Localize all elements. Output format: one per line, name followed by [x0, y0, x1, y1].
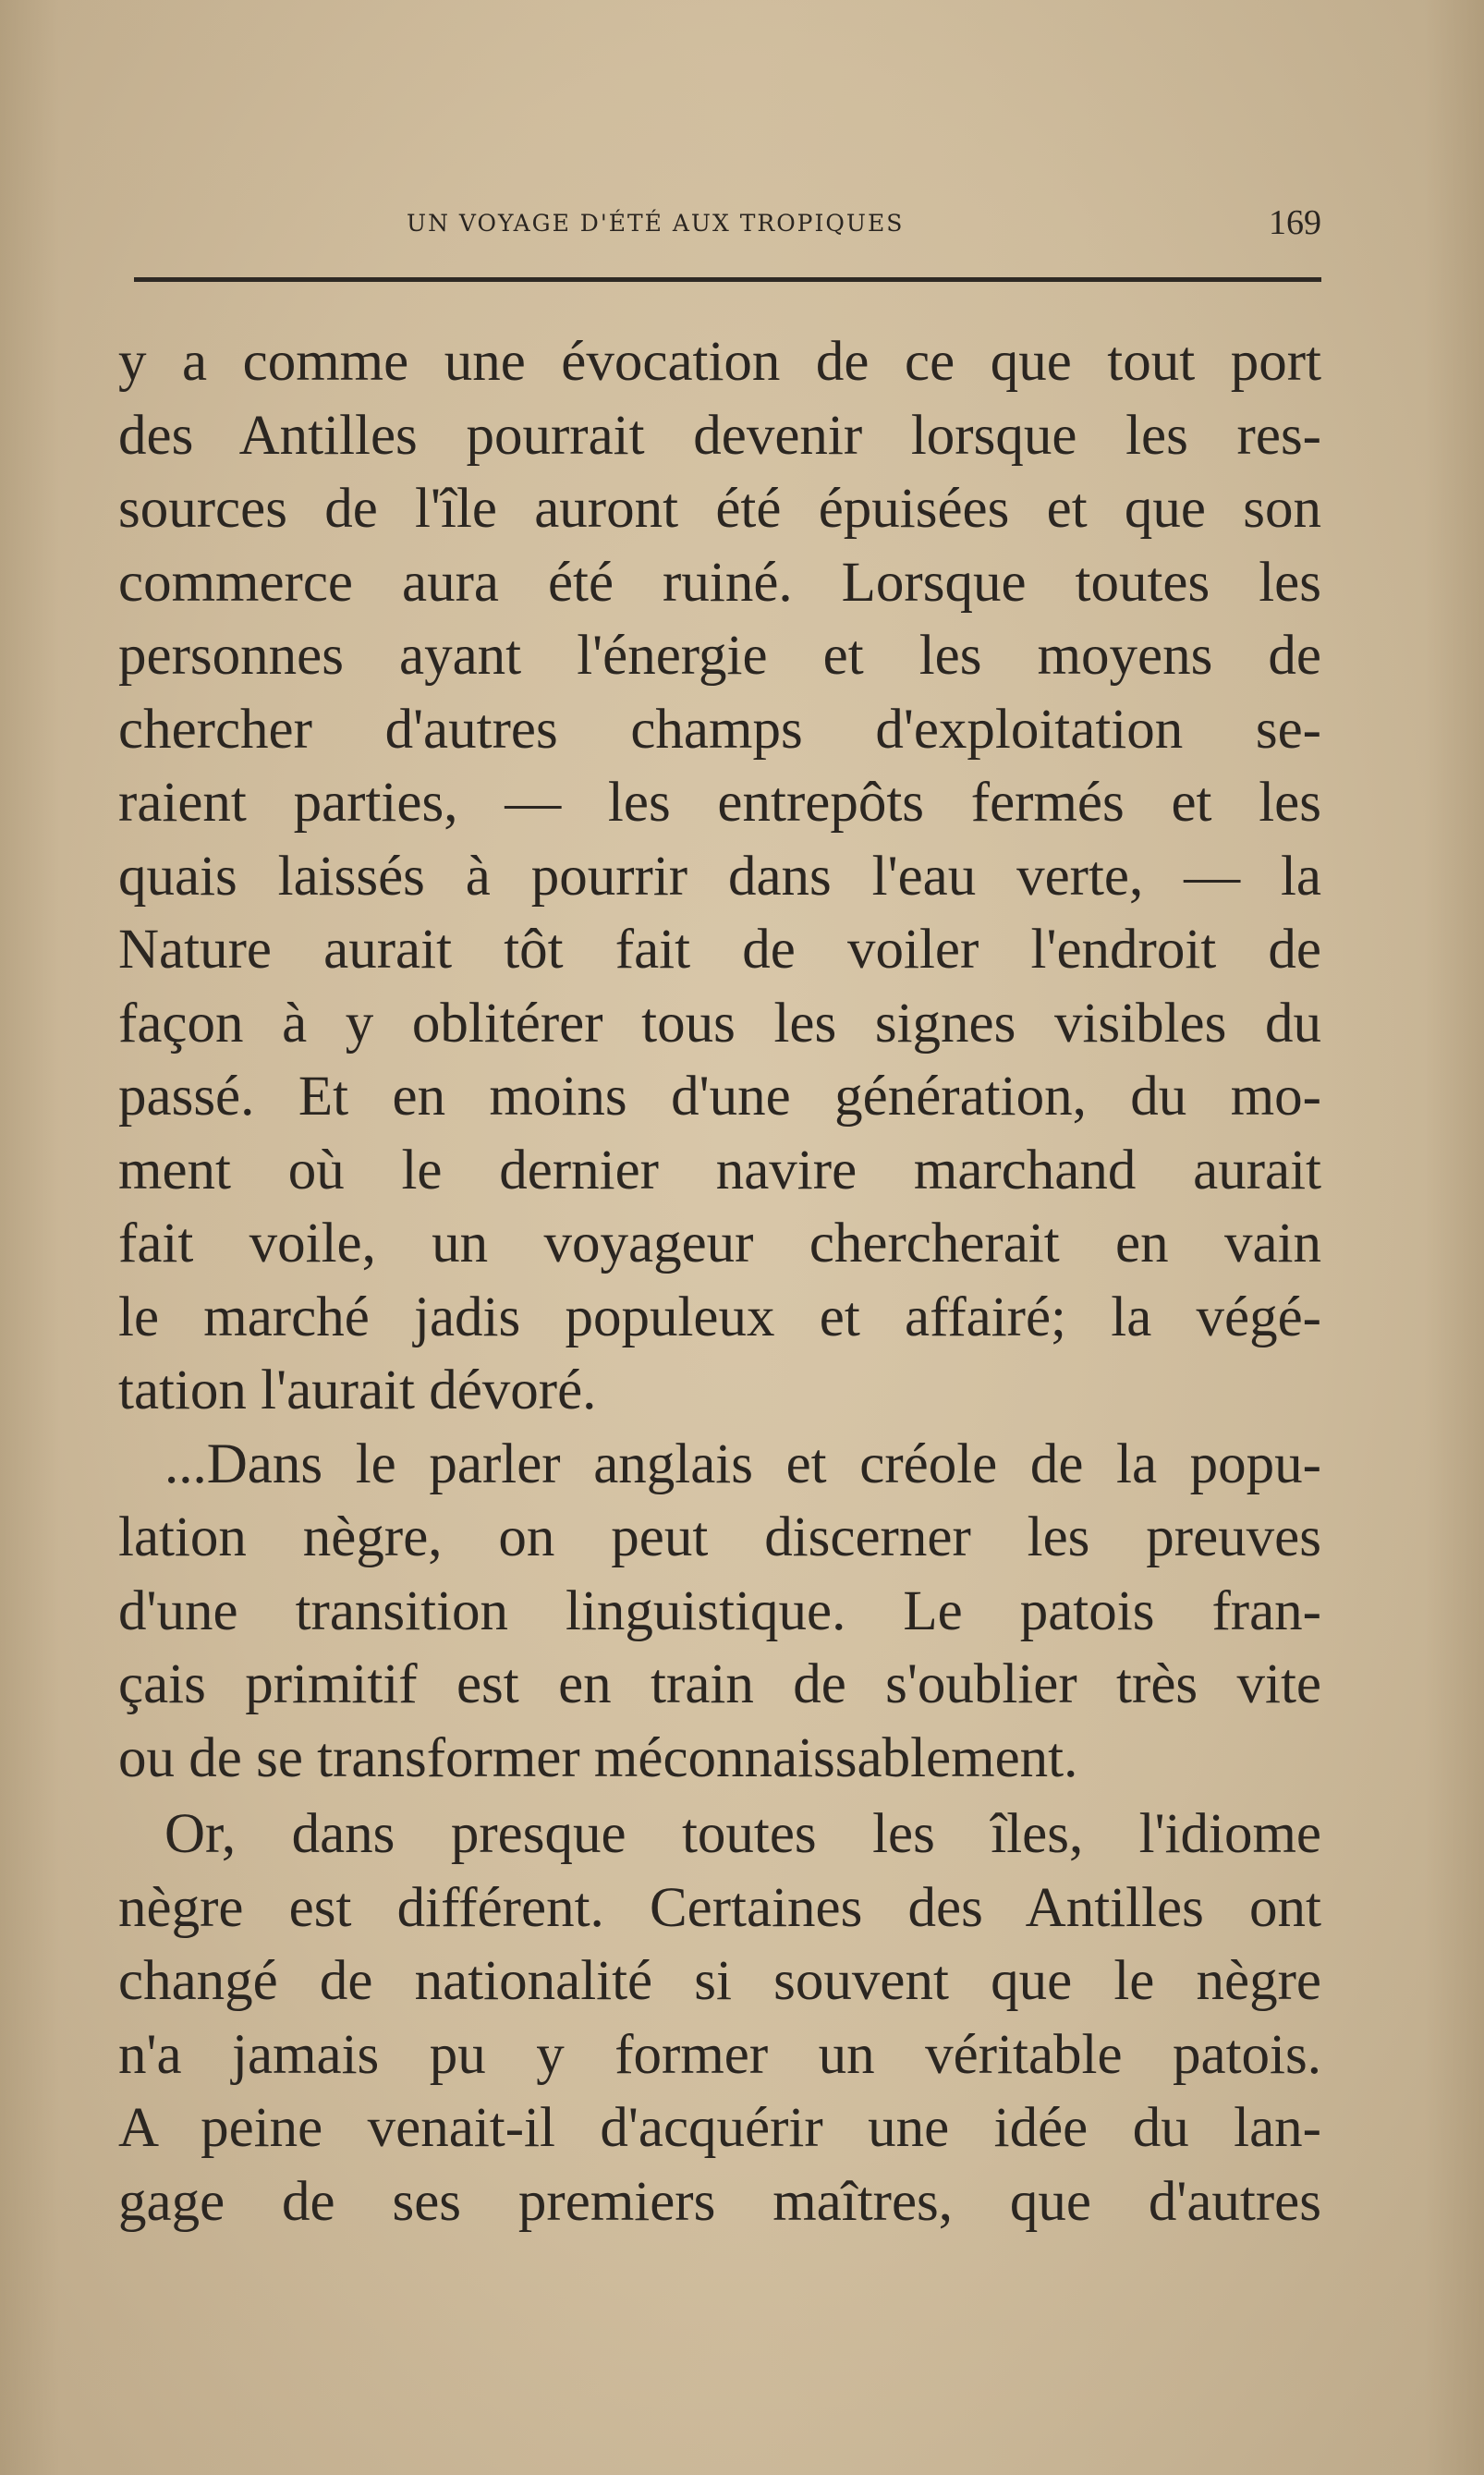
running-head: UN VOYAGE D'ÉTÉ AUX TROPIQUES: [407, 210, 905, 237]
text-line: raient parties, — les entrepôts fermés et les: [118, 772, 1321, 834]
header-rule: [134, 277, 1321, 282]
text-line: lation nègre, on peut discerner les preuves: [118, 1506, 1321, 1568]
text-line: passé. Et en moins d'une génération, du mo-: [118, 1066, 1321, 1128]
text-line: tation l'aurait dévoré.: [118, 1359, 597, 1421]
text-line: y a comme une évocation de ce que tout port: [118, 331, 1321, 393]
text-line: Nature aurait tôt fait de voiler l'endroit de: [118, 919, 1321, 981]
text-line: gage de ses premiers maîtres, que d'autres: [118, 2170, 1321, 2233]
text-line: Or, dans presque toutes les îles, l'idiome: [164, 1803, 1321, 1865]
text-line: façon à y oblitérer tous les signes visibles du: [118, 992, 1321, 1055]
text-line: çais primitif est en train de s'oublier très vite: [118, 1653, 1321, 1715]
text-line: fait voile, un voyageur chercherait en vain: [118, 1213, 1321, 1274]
text-line: ment où le dernier navire marchand aurait: [118, 1139, 1321, 1201]
text-line: nègre est différent. Certaines des Antilles ont: [118, 1876, 1321, 1939]
text-line: sources de l'île auront été épuisées et que son: [118, 478, 1321, 540]
text-line: personnes ayant l'énergie et les moyens de: [118, 625, 1321, 687]
text-line: d'une transition linguistique. Le patois fran-: [118, 1579, 1321, 1642]
text-line: ...Dans le parler anglais et créole de la popu-: [164, 1433, 1321, 1495]
text-line: chercher d'autres champs d'exploitation se-: [118, 698, 1321, 761]
text-line: le marché jadis populeux et affairé; la végé-: [118, 1286, 1321, 1348]
page-number: 169: [1269, 203, 1321, 242]
text-line: commerce aura été ruiné. Lorsque toutes les: [118, 551, 1321, 614]
text-line: changé de nationalité si souvent que le nègre: [118, 1950, 1321, 2012]
page-header: [134, 199, 1321, 254]
text-line: n'a jamais pu y former un véritable patois.: [118, 2023, 1321, 2086]
body-text: [118, 325, 1321, 2238]
text-line: ou de se transformer méconnaissablement.: [118, 1726, 1078, 1789]
text-line: A peine venait-il d'acquérir une idée du lan-: [118, 2097, 1321, 2159]
text-line: quais laissés à pourrir dans l'eau verte, — la: [118, 845, 1321, 908]
text-line: des Antilles pourrait devenir lorsque les res-: [118, 404, 1321, 467]
